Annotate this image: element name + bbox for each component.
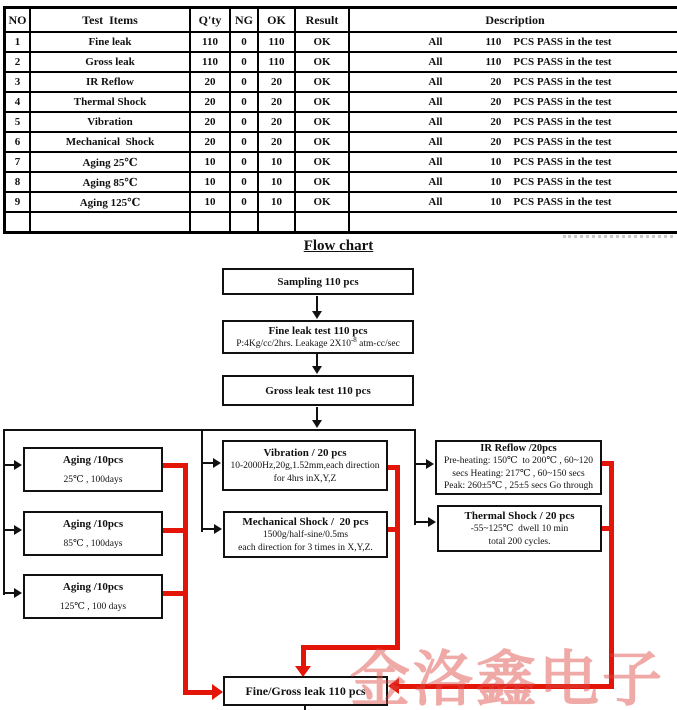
cell-description xyxy=(349,152,677,172)
arrow-down-icon xyxy=(312,366,322,374)
cell-item: Aging 85℃ xyxy=(30,172,190,192)
cell-ng: 0 xyxy=(230,32,258,52)
flow-box-gross-leak-title: Gross leak test 110 pcs xyxy=(265,384,371,397)
description-text: PCS PASS in the test xyxy=(513,96,612,108)
cell-description xyxy=(349,192,677,212)
cell-no: 8 xyxy=(5,172,31,192)
aging-25-title: Aging /10pcs xyxy=(62,453,124,466)
cell-no: 9 xyxy=(5,192,31,212)
cell-item: Fine leak xyxy=(30,32,190,52)
cell-result: OK xyxy=(295,172,349,192)
cell-ok: 20 xyxy=(258,132,295,152)
description-text: PCS PASS in the test xyxy=(513,156,612,168)
mech-shock-line2: each direction for 3 times in X,Y,Z. xyxy=(238,542,373,553)
cell-ng: 0 xyxy=(230,52,258,72)
description-text: PCS PASS in the test xyxy=(513,176,612,188)
red-flow-line xyxy=(163,463,183,468)
cell-ok: 110 xyxy=(258,52,295,72)
cell-qty: 10 xyxy=(190,152,230,172)
flow-line-branch xyxy=(3,429,416,431)
description-text: All xyxy=(428,176,443,188)
header-result: Result xyxy=(295,8,349,33)
cell-qty: 20 xyxy=(190,132,230,152)
cell-item: Gross leak xyxy=(30,52,190,72)
cell-item: Thermal Shock xyxy=(30,92,190,112)
test-results-table xyxy=(3,6,677,234)
cell-ng: 0 xyxy=(230,152,258,172)
vibration-line1: 10-2000Hz,20g,1.52mm,each direction xyxy=(230,461,380,471)
cell-description xyxy=(349,112,677,132)
description-text: PCS PASS in the test xyxy=(513,56,612,68)
cell-description xyxy=(349,172,677,192)
cell-ok: 20 xyxy=(258,112,295,132)
cell-description xyxy=(349,52,677,72)
cell-no: 5 xyxy=(5,112,31,132)
cell-qty: 110 xyxy=(190,52,230,72)
flow-line xyxy=(316,296,318,312)
cell-ok: 10 xyxy=(258,152,295,172)
cell-qty: 10 xyxy=(190,192,230,212)
cell-description xyxy=(349,92,677,112)
flow-line xyxy=(201,528,215,530)
flow-box-fine-leak-test xyxy=(222,320,414,354)
flow-box-thermal-shock xyxy=(437,505,602,552)
cell-ng: 0 xyxy=(230,132,258,152)
cell-ng xyxy=(230,212,258,233)
red-flow-line xyxy=(163,528,183,533)
company-watermark: 金洛鑫电子 xyxy=(350,647,665,710)
aging-85-detail: 85℃ , 100days xyxy=(63,538,123,549)
flow-box-ir-reflow xyxy=(435,440,602,495)
aging-25-detail: 25℃ , 100days xyxy=(63,474,123,485)
description-text: All xyxy=(428,76,443,88)
flow-line-right-rail xyxy=(414,429,416,525)
red-flow-line xyxy=(395,465,400,650)
thermal-shock-line1: -55~125℃ dwell 10 min xyxy=(470,524,569,534)
header-qty: Q'ty xyxy=(190,8,230,33)
table-row xyxy=(5,112,677,132)
cell-item: Aging 125℃ xyxy=(30,192,190,212)
description-text: 10 xyxy=(490,176,502,188)
description-text: PCS PASS in the test xyxy=(513,36,612,48)
arrow-right-icon xyxy=(426,459,434,469)
cell-no: 4 xyxy=(5,92,31,112)
red-arrow-right-icon xyxy=(212,684,223,700)
header-no: NO xyxy=(5,8,31,33)
flow-box-sampling xyxy=(222,268,414,295)
description-text: 110 xyxy=(485,56,502,68)
flow-line xyxy=(304,706,306,710)
table-body xyxy=(5,32,677,233)
cell-result: OK xyxy=(295,132,349,152)
cell-item: Aging 25℃ xyxy=(30,152,190,172)
description-text: 10 xyxy=(490,156,502,168)
cell-ng: 0 xyxy=(230,72,258,92)
cell-result: OK xyxy=(295,192,349,212)
cell-result: OK xyxy=(295,112,349,132)
flow-box-gross-leak-test xyxy=(222,375,414,406)
red-flow-line xyxy=(301,645,306,668)
flow-box-fine-leak-title: Fine leak test 110 pcs xyxy=(268,324,368,337)
cell-no: 7 xyxy=(5,152,31,172)
table-row xyxy=(5,72,677,92)
cell-ok: 110 xyxy=(258,32,295,52)
table-row xyxy=(5,32,677,52)
cell-qty: 20 xyxy=(190,92,230,112)
table-header-row xyxy=(5,8,677,33)
ir-reflow-title: IR Reflow /20pcs xyxy=(480,443,557,455)
flow-box-vibration xyxy=(222,440,388,491)
cell-ok: 10 xyxy=(258,192,295,212)
cell-description xyxy=(349,212,677,233)
cell-qty: 20 xyxy=(190,72,230,92)
flow-box-aging-85 xyxy=(23,511,163,556)
description-text: All xyxy=(428,196,443,208)
mech-shock-line1: 1500g/half-sine/0.5ms xyxy=(262,530,349,540)
description-text: All xyxy=(428,156,443,168)
cell-ng: 0 xyxy=(230,172,258,192)
scan-artifact xyxy=(563,235,673,238)
thermal-shock-title: Thermal Shock / 20 pcs xyxy=(464,510,575,522)
cell-item: Vibration xyxy=(30,112,190,132)
mech-shock-title: Mechanical Shock / 20 pcs xyxy=(242,516,369,528)
header-ok: OK xyxy=(258,8,295,33)
cell-ok: 10 xyxy=(258,172,295,192)
arrow-right-icon xyxy=(14,460,22,470)
description-text: PCS PASS in the test xyxy=(513,136,612,148)
cell-ok: 20 xyxy=(258,72,295,92)
flow-line xyxy=(414,521,429,523)
cell-ng: 0 xyxy=(230,92,258,112)
ir-reflow-line2: secs Heating: 217℃ , 60~150 secs xyxy=(452,468,585,479)
cell-result: OK xyxy=(295,92,349,112)
table-row xyxy=(5,52,677,72)
red-flow-line xyxy=(602,526,611,531)
arrow-right-icon xyxy=(214,524,222,534)
header-description: Description xyxy=(349,8,677,33)
cell-description xyxy=(349,132,677,152)
final-leak-title: Fine/Gross leak 110 pcs xyxy=(245,684,366,698)
cell-no xyxy=(5,212,31,233)
description-text: 20 xyxy=(490,136,502,148)
arrow-right-icon xyxy=(213,458,221,468)
cell-qty: 110 xyxy=(190,32,230,52)
description-text: 110 xyxy=(485,36,502,48)
table-row xyxy=(5,212,677,233)
cell-ok: 20 xyxy=(258,92,295,112)
flow-line-mid-rail xyxy=(201,429,203,532)
cell-item: Mechanical Shock xyxy=(30,132,190,152)
cell-ng: 0 xyxy=(230,112,258,132)
table-row xyxy=(5,172,677,192)
vibration-title: Vibration / 20 pcs xyxy=(263,447,347,459)
arrow-right-icon xyxy=(428,517,436,527)
description-text: All xyxy=(428,56,443,68)
arrow-down-icon xyxy=(312,311,322,319)
ir-reflow-line3: Peak: 260±5℃ , 25±5 secs Go through xyxy=(443,481,594,492)
aging-85-title: Aging /10pcs xyxy=(62,517,124,530)
flow-box-aging-125 xyxy=(23,574,163,619)
description-text: 10 xyxy=(490,196,502,208)
description-text: All xyxy=(428,36,443,48)
cell-no: 6 xyxy=(5,132,31,152)
header-test-items: Test Items xyxy=(30,8,190,33)
flow-box-aging-25 xyxy=(23,447,163,492)
cell-description xyxy=(349,32,677,52)
flow-box-sampling-label: Sampling 110 pcs xyxy=(277,275,359,288)
vibration-line2: for 4hrs inX,Y,Z xyxy=(273,473,337,484)
ir-reflow-line1: Pre-heating: 150℃ to 200℃ , 60~120 xyxy=(443,456,594,467)
description-text: All xyxy=(428,116,443,128)
cell-item: IR Reflow xyxy=(30,72,190,92)
description-text: PCS PASS in the test xyxy=(513,196,612,208)
cell-result: OK xyxy=(295,52,349,72)
cell-ng: 0 xyxy=(230,192,258,212)
thermal-shock-line2: total 200 cycles. xyxy=(488,536,551,547)
cell-result xyxy=(295,212,349,233)
description-text: PCS PASS in the test xyxy=(513,76,612,88)
cell-qty: 10 xyxy=(190,172,230,192)
cell-result: OK xyxy=(295,32,349,52)
arrow-right-icon xyxy=(14,525,22,535)
cell-qty xyxy=(190,212,230,233)
cell-item xyxy=(30,212,190,233)
flow-box-mechanical-shock xyxy=(223,511,388,558)
cell-result: OK xyxy=(295,152,349,172)
description-text: PCS PASS in the test xyxy=(513,116,612,128)
flowchart-title: Flow chart xyxy=(303,238,374,254)
description-text: 20 xyxy=(490,116,502,128)
table-row xyxy=(5,92,677,112)
cell-no: 1 xyxy=(5,32,31,52)
cell-description xyxy=(349,72,677,92)
red-flow-line xyxy=(183,463,188,693)
arrow-right-icon xyxy=(14,588,22,598)
description-text: All xyxy=(428,136,443,148)
flow-line xyxy=(316,407,318,421)
cell-ok xyxy=(258,212,295,233)
header-ng: NG xyxy=(230,8,258,33)
description-text: 20 xyxy=(490,96,502,108)
cell-no: 2 xyxy=(5,52,31,72)
table-row xyxy=(5,132,677,152)
cell-qty: 20 xyxy=(190,112,230,132)
table-row xyxy=(5,192,677,212)
red-flow-line xyxy=(163,591,183,596)
aging-125-detail: 125℃ , 100 days xyxy=(59,601,127,612)
flow-line-left-rail xyxy=(3,429,5,595)
description-text: All xyxy=(428,96,443,108)
description-text: 20 xyxy=(490,76,502,88)
red-flow-line xyxy=(388,527,397,532)
arrow-down-icon xyxy=(312,420,322,428)
cell-no: 3 xyxy=(5,72,31,92)
cell-result: OK xyxy=(295,72,349,92)
flow-box-fine-leak-detail: P:4Kg/cc/2hrs. Leakage $2X10^{-8}$ atm-cc/sec xyxy=(236,335,400,349)
aging-125-title: Aging /10pcs xyxy=(62,580,124,593)
red-flow-line xyxy=(183,690,213,695)
table-row xyxy=(5,152,677,172)
